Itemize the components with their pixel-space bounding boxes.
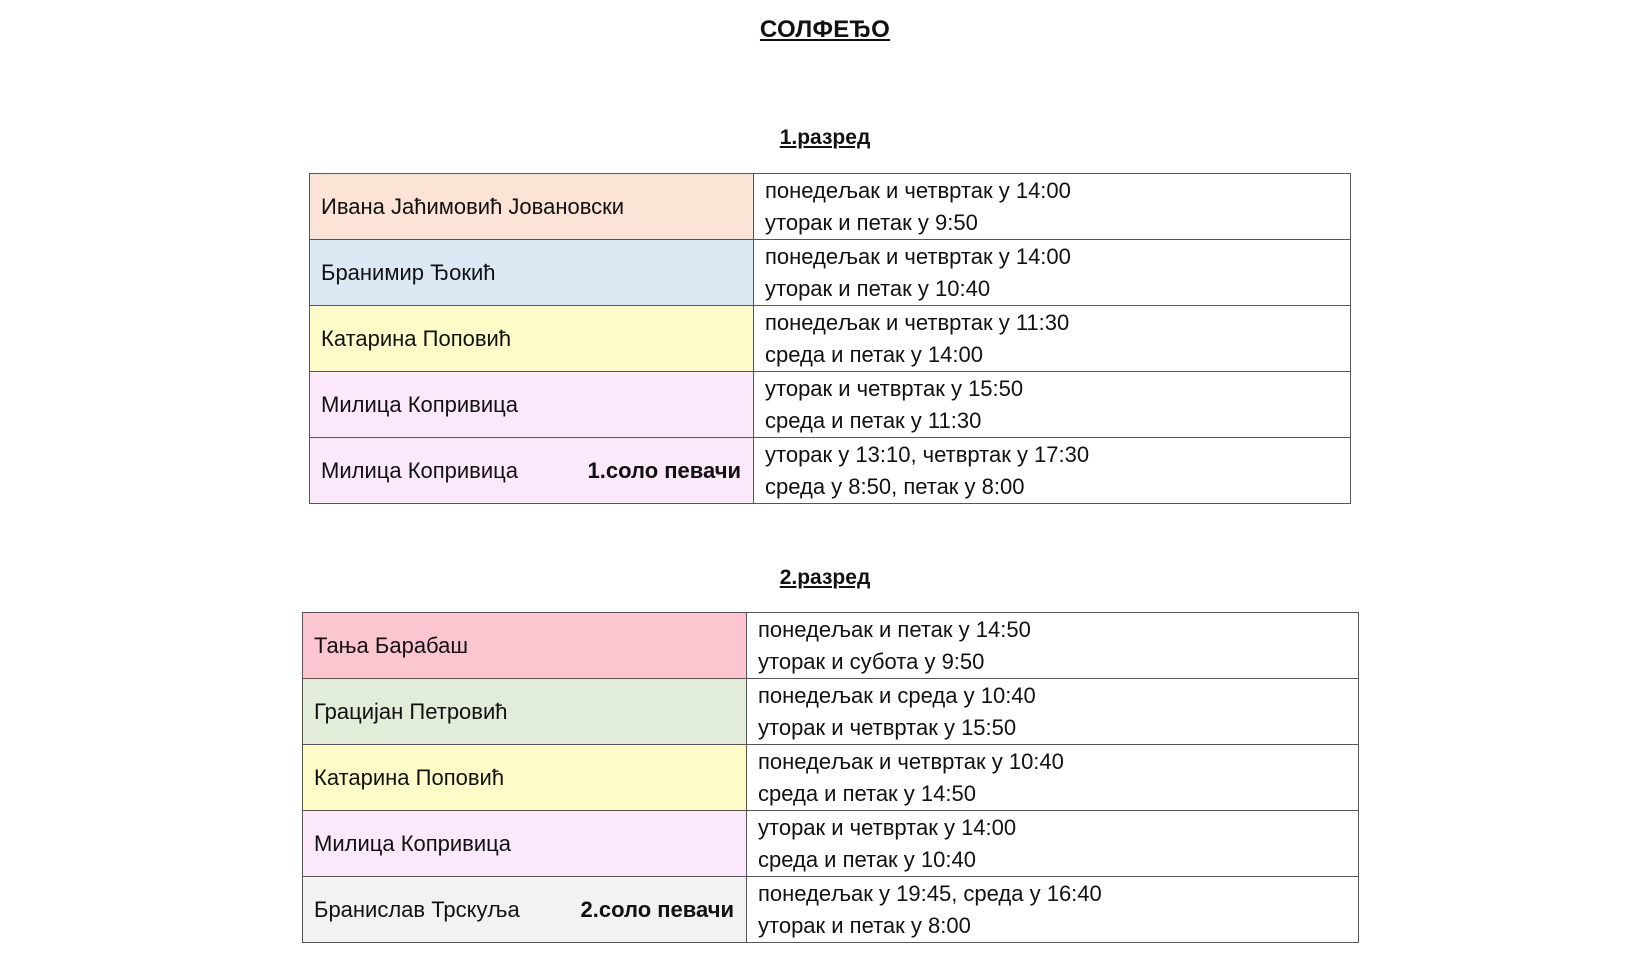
solo-singers-label: 1.соло певачи <box>587 457 741 483</box>
solo-singers-label: 2.соло певачи <box>580 896 734 922</box>
schedule-time: среда и петак у 14:50 <box>758 780 976 806</box>
schedule-table-grade-1 <box>309 173 1351 504</box>
schedule-time: среда и петак у 10:40 <box>758 846 976 872</box>
teacher-cell <box>310 240 754 306</box>
table-row <box>310 372 1351 438</box>
table-row <box>303 877 1359 943</box>
teacher-name: Милица Копривица <box>321 391 518 417</box>
teacher-name: Катарина Поповић <box>314 764 505 790</box>
table-row <box>310 240 1351 306</box>
section-heading-grade-2: 2.разред <box>779 566 871 589</box>
schedule-time: уторак у 13:10, четвртак у 17:30 <box>765 441 1090 467</box>
schedule-cell <box>747 679 1359 745</box>
teacher-cell <box>303 877 747 943</box>
schedule-time: среда у 8:50, петак у 8:00 <box>765 473 1025 499</box>
teacher-name: Тања Барабаш <box>314 632 469 658</box>
schedule-time: среда и петак у 14:00 <box>765 341 983 367</box>
schedule-time: понедељак и среда у 10:40 <box>758 682 1036 708</box>
teacher-name: Бранимир Ђокић <box>321 259 496 285</box>
teacher-name: Милица Копривица <box>321 457 518 483</box>
teacher-cell <box>303 613 747 679</box>
table-body <box>303 613 1359 943</box>
teacher-cell <box>310 372 754 438</box>
teacher-name: Милица Копривица <box>314 830 511 856</box>
teacher-cell <box>310 306 754 372</box>
schedule-time: уторак и петак у 9:50 <box>765 209 978 235</box>
schedule-time: уторак и петак у 10:40 <box>765 275 991 301</box>
table-row <box>310 306 1351 372</box>
schedule-time: среда и петак у 11:30 <box>765 407 982 433</box>
schedule-cell <box>754 174 1351 240</box>
schedule-time: понедељак и четвртак у 14:00 <box>765 243 1071 269</box>
teacher-cell <box>303 679 747 745</box>
table-row <box>303 811 1359 877</box>
table-row <box>310 438 1351 504</box>
teacher-name: Ивана Јаћимовић Јовановски <box>321 193 625 219</box>
teacher-cell <box>303 745 747 811</box>
teacher-name: Грацијан Петровић <box>314 698 508 724</box>
schedule-time: уторак и субота у 9:50 <box>758 648 985 674</box>
schedule-time: уторак и четвртак у 14:00 <box>758 814 1017 840</box>
schedule-time: уторак и петак у 8:00 <box>758 912 971 938</box>
schedule-cell <box>754 306 1351 372</box>
schedule-cell <box>747 613 1359 679</box>
schedule-time: понедељак у 19:45, среда у 16:40 <box>758 880 1102 906</box>
table-body <box>310 174 1351 504</box>
teacher-name: Бранислав Трскуља <box>314 896 520 922</box>
table-row <box>303 679 1359 745</box>
schedule-time: понедељак и четвртак у 11:30 <box>765 309 1070 335</box>
schedule-cell <box>747 877 1359 943</box>
schedule-time: уторак и четвртак у 15:50 <box>758 714 1017 740</box>
teacher-cell <box>310 174 754 240</box>
document-title: СОЛФЕЂО <box>759 16 891 43</box>
table-row <box>303 745 1359 811</box>
schedule-cell <box>747 811 1359 877</box>
schedule-time: понедељак и петак у 14:50 <box>758 616 1031 642</box>
section-heading-grade-1: 1.разред <box>779 126 871 149</box>
schedule-time: понедељак и четвртак у 10:40 <box>758 748 1064 774</box>
table-row <box>310 174 1351 240</box>
schedule-cell <box>747 745 1359 811</box>
schedule-cell <box>754 372 1351 438</box>
teacher-cell <box>303 811 747 877</box>
teacher-name: Катарина Поповић <box>321 325 512 351</box>
schedule-time: уторак и четвртак у 15:50 <box>765 375 1024 401</box>
schedule-time: понедељак и четвртак у 14:00 <box>765 177 1071 203</box>
table-row <box>303 613 1359 679</box>
schedule-cell <box>754 438 1351 504</box>
schedule-cell <box>754 240 1351 306</box>
teacher-cell <box>310 438 754 504</box>
schedule-table-grade-2 <box>302 612 1359 943</box>
